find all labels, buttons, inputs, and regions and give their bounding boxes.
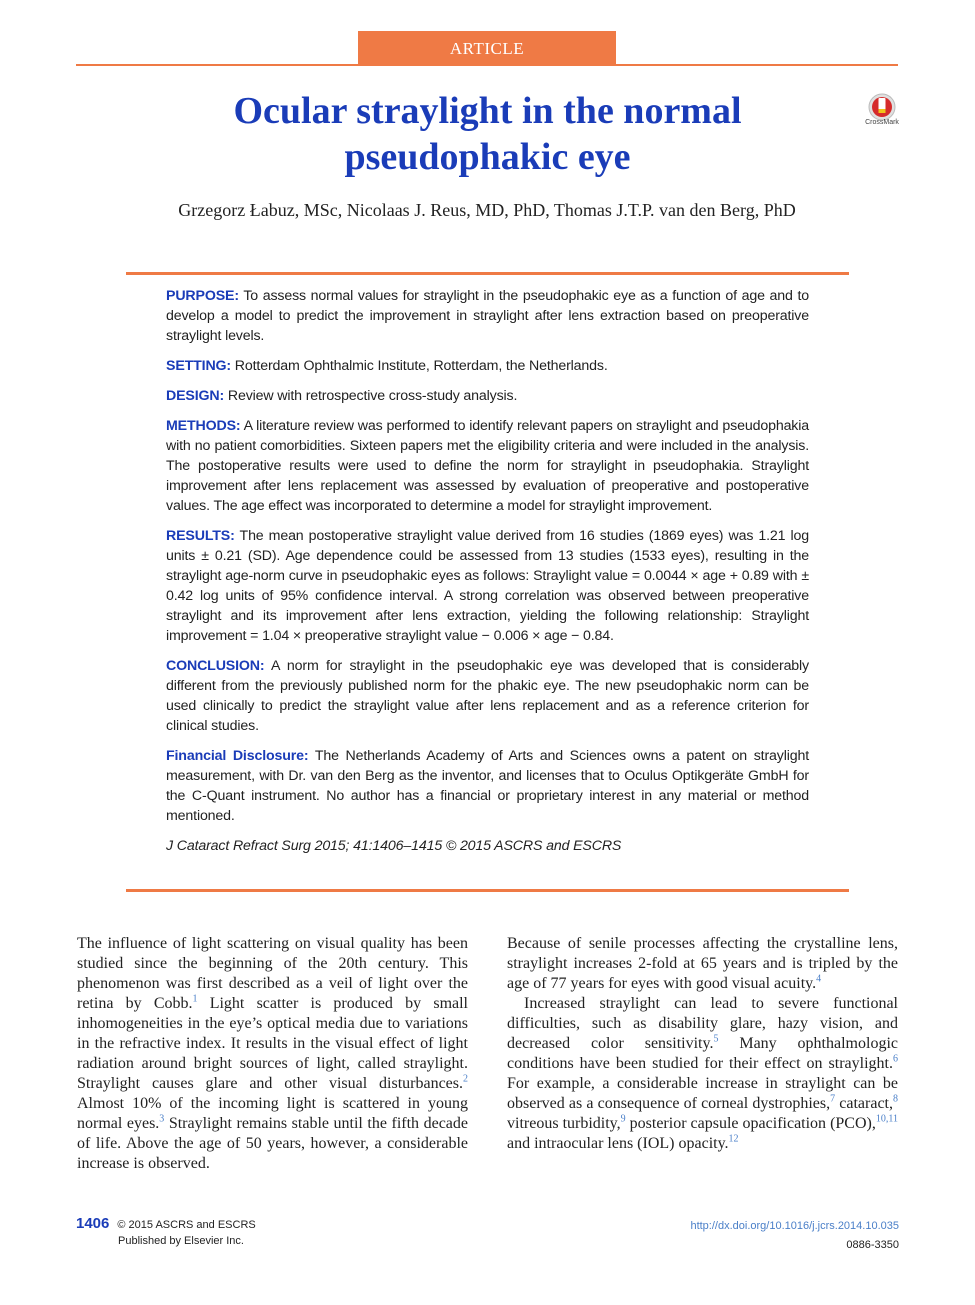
reference-link[interactable]: 4 <box>816 973 822 985</box>
abstract-bottom-rule <box>126 889 849 892</box>
design-text: Review with retrospective cross-study analysis. <box>224 388 518 404</box>
body-paragraph <box>77 934 468 1174</box>
article-type-tab: ARTICLE <box>358 31 616 65</box>
reference-link[interactable]: 9 <box>620 1113 626 1125</box>
setting-label: SETTING: <box>166 358 232 374</box>
page-number: 1406 <box>76 1215 110 1232</box>
footer-publisher: Published by Elsevier Inc. <box>118 1235 244 1247</box>
body-text: Light scatter is produced by small inhomogeneities in the eye’s optical media due to variations in the refractive index. It results in the visual effect of light radiation around bright sources of light, called straylight. Straylight causes glare and other visual disturbances. <box>77 995 468 1092</box>
journal-citation: J Cataract Refract Surg 2015; 41:1406–1415 © 2015 ASCRS and ESCRS <box>166 838 622 854</box>
body-column-right <box>507 934 898 1154</box>
conclusion-text: A norm for straylight in the pseudophakic eye was developed that is considerably different from the previously published norm for the phakic eye. The new pseudophakic norm can be used clinically to predict the straylight value after lens replacement and as a reference criterion for clinical studies. <box>166 658 809 734</box>
setting-text: Rotterdam Ophthalmic Institute, Rotterdam, the Netherlands. <box>231 358 608 374</box>
reference-link[interactable]: 2 <box>463 1073 468 1085</box>
header-divider <box>76 64 898 66</box>
body-paragraph <box>507 994 898 1154</box>
body-text: For example, a considerable increase in straylight can be observed as a consequence of corneal dystrophies, <box>507 1075 898 1112</box>
purpose-text: To assess normal values for straylight in the pseudophakic eye as a function of age and to develop a model to predict the improvement in straylight after lens extraction based on preoperative straylight levels. <box>166 288 809 344</box>
abstract-setting <box>166 356 809 376</box>
doi-link[interactable]: http://dx.doi.org/10.1016/j.jcrs.2014.10.035 <box>690 1220 899 1232</box>
design-label: DESIGN: <box>166 388 225 404</box>
body-text: cataract, <box>835 1095 893 1112</box>
abstract-conclusion <box>166 656 809 736</box>
reference-link[interactable]: 7 <box>830 1093 836 1105</box>
methods-label: METHODS: <box>166 418 241 434</box>
body-text: Straylight remains stable until the fifth decade of life. Above the age of 50 years, however, a considerable increase is observed. <box>77 1115 468 1172</box>
abstract-results <box>166 526 809 646</box>
abstract-purpose <box>166 286 809 346</box>
reference-link[interactable]: 1 <box>192 993 198 1005</box>
crossmark-label: CrossMark <box>865 119 899 126</box>
abstract-top-rule <box>126 272 849 275</box>
results-text: The mean postoperative straylight value derived from 16 studies (1869 eyes) was 1.21 log units ± 0.21 (SD). Age dependence could be assessed from 13 studies (1533 eyes), resulting in the straylight age-norm curve in pseudophakic eyes as follows: Straylight value = 0.0044 × age + 0.89 with ± 0.42 log units of 95% confidence interval. A strong correlation was observed between preoperative straylight and its improvement after lens extraction, yielding the following relationship: Straylight improvement = 1.04 × preoperative straylight value − 0.006 × age − 0.84. <box>166 528 809 644</box>
reference-link[interactable]: 5 <box>713 1033 719 1045</box>
abstract-disclosure <box>166 746 809 826</box>
body-text: The influence of light scattering on visual quality has been studied since the beginning of the 20th century. This phenomenon was first described as a veil of light over the retina by Cobb. <box>77 935 468 1012</box>
body-text: Increased straylight can lead to severe functional difficulties, such as disability glare, hazy vision, and decreased color sensitivity. <box>507 995 898 1052</box>
reference-link[interactable]: 8 <box>893 1093 898 1105</box>
body-column-left <box>77 934 468 1174</box>
body-text: Because of senile processes affecting the crystalline lens, straylight increases 2-fold at 65 years and is tripled by the age of 77 years for eyes with good visual acuity. <box>507 935 898 992</box>
conclusion-label: CONCLUSION: <box>166 658 265 674</box>
footer-left <box>76 1215 256 1247</box>
disclosure-label: Financial Disclosure: <box>166 748 309 764</box>
reference-link[interactable]: 12 <box>728 1133 739 1145</box>
abstract <box>166 286 809 866</box>
body-paragraph <box>507 934 898 994</box>
abstract-methods <box>166 416 809 516</box>
abstract-design <box>166 386 809 406</box>
author-list: Grzegorz Łabuz, MSc, Nicolaas J. Reus, MD, PhD, Thomas J.T.P. van den Berg, PhD <box>178 200 796 220</box>
body-text: posterior capsule opacification (PCO), <box>625 1115 876 1132</box>
results-label: RESULTS: <box>166 528 235 544</box>
issn: 0886-3350 <box>846 1239 899 1251</box>
reference-link[interactable]: 10,11 <box>875 1113 898 1125</box>
reference-link[interactable]: 3 <box>159 1113 165 1125</box>
methods-text: A literature review was performed to identify relevant papers on straylight and pseudophakia with no patient comorbidities. Sixteen papers met the eligibility criteria and were included in the analysis. The postoperative results were used to define the norm for straylight in pseudophakia. Straylight improvement after lens replacement was assessed by evaluation of preoperative and postoperative values. The age effect was incorporated to determine a model for straylight improvement. <box>166 418 809 514</box>
body-text: Many ophthalmologic conditions have been studied for their effect on straylight. <box>507 1035 898 1072</box>
body-text: vitreous turbidity, <box>507 1115 621 1132</box>
footer-copyright: © 2015 ASCRS and ESCRS <box>117 1219 256 1231</box>
body-text: and intraocular lens (IOL) opacity. <box>507 1135 729 1152</box>
body-text: Almost 10% of the incoming light is scattered in young normal eyes. <box>77 1095 468 1132</box>
article-title: Ocular straylight in the normal pseudophakic eye <box>233 90 742 178</box>
disclosure-text: The Netherlands Academy of Arts and Sciences owns a patent on straylight measurement, with Dr. van den Berg as the inventor, and licenses that to Oculus Optikgeräte GmbH for the C-Quant instrument. No author has a financial or proprietary interest in any material or method mentioned. <box>166 748 809 824</box>
purpose-label: PURPOSE: <box>166 288 239 304</box>
reference-link[interactable]: 6 <box>893 1053 898 1065</box>
footer-right <box>690 1217 899 1255</box>
